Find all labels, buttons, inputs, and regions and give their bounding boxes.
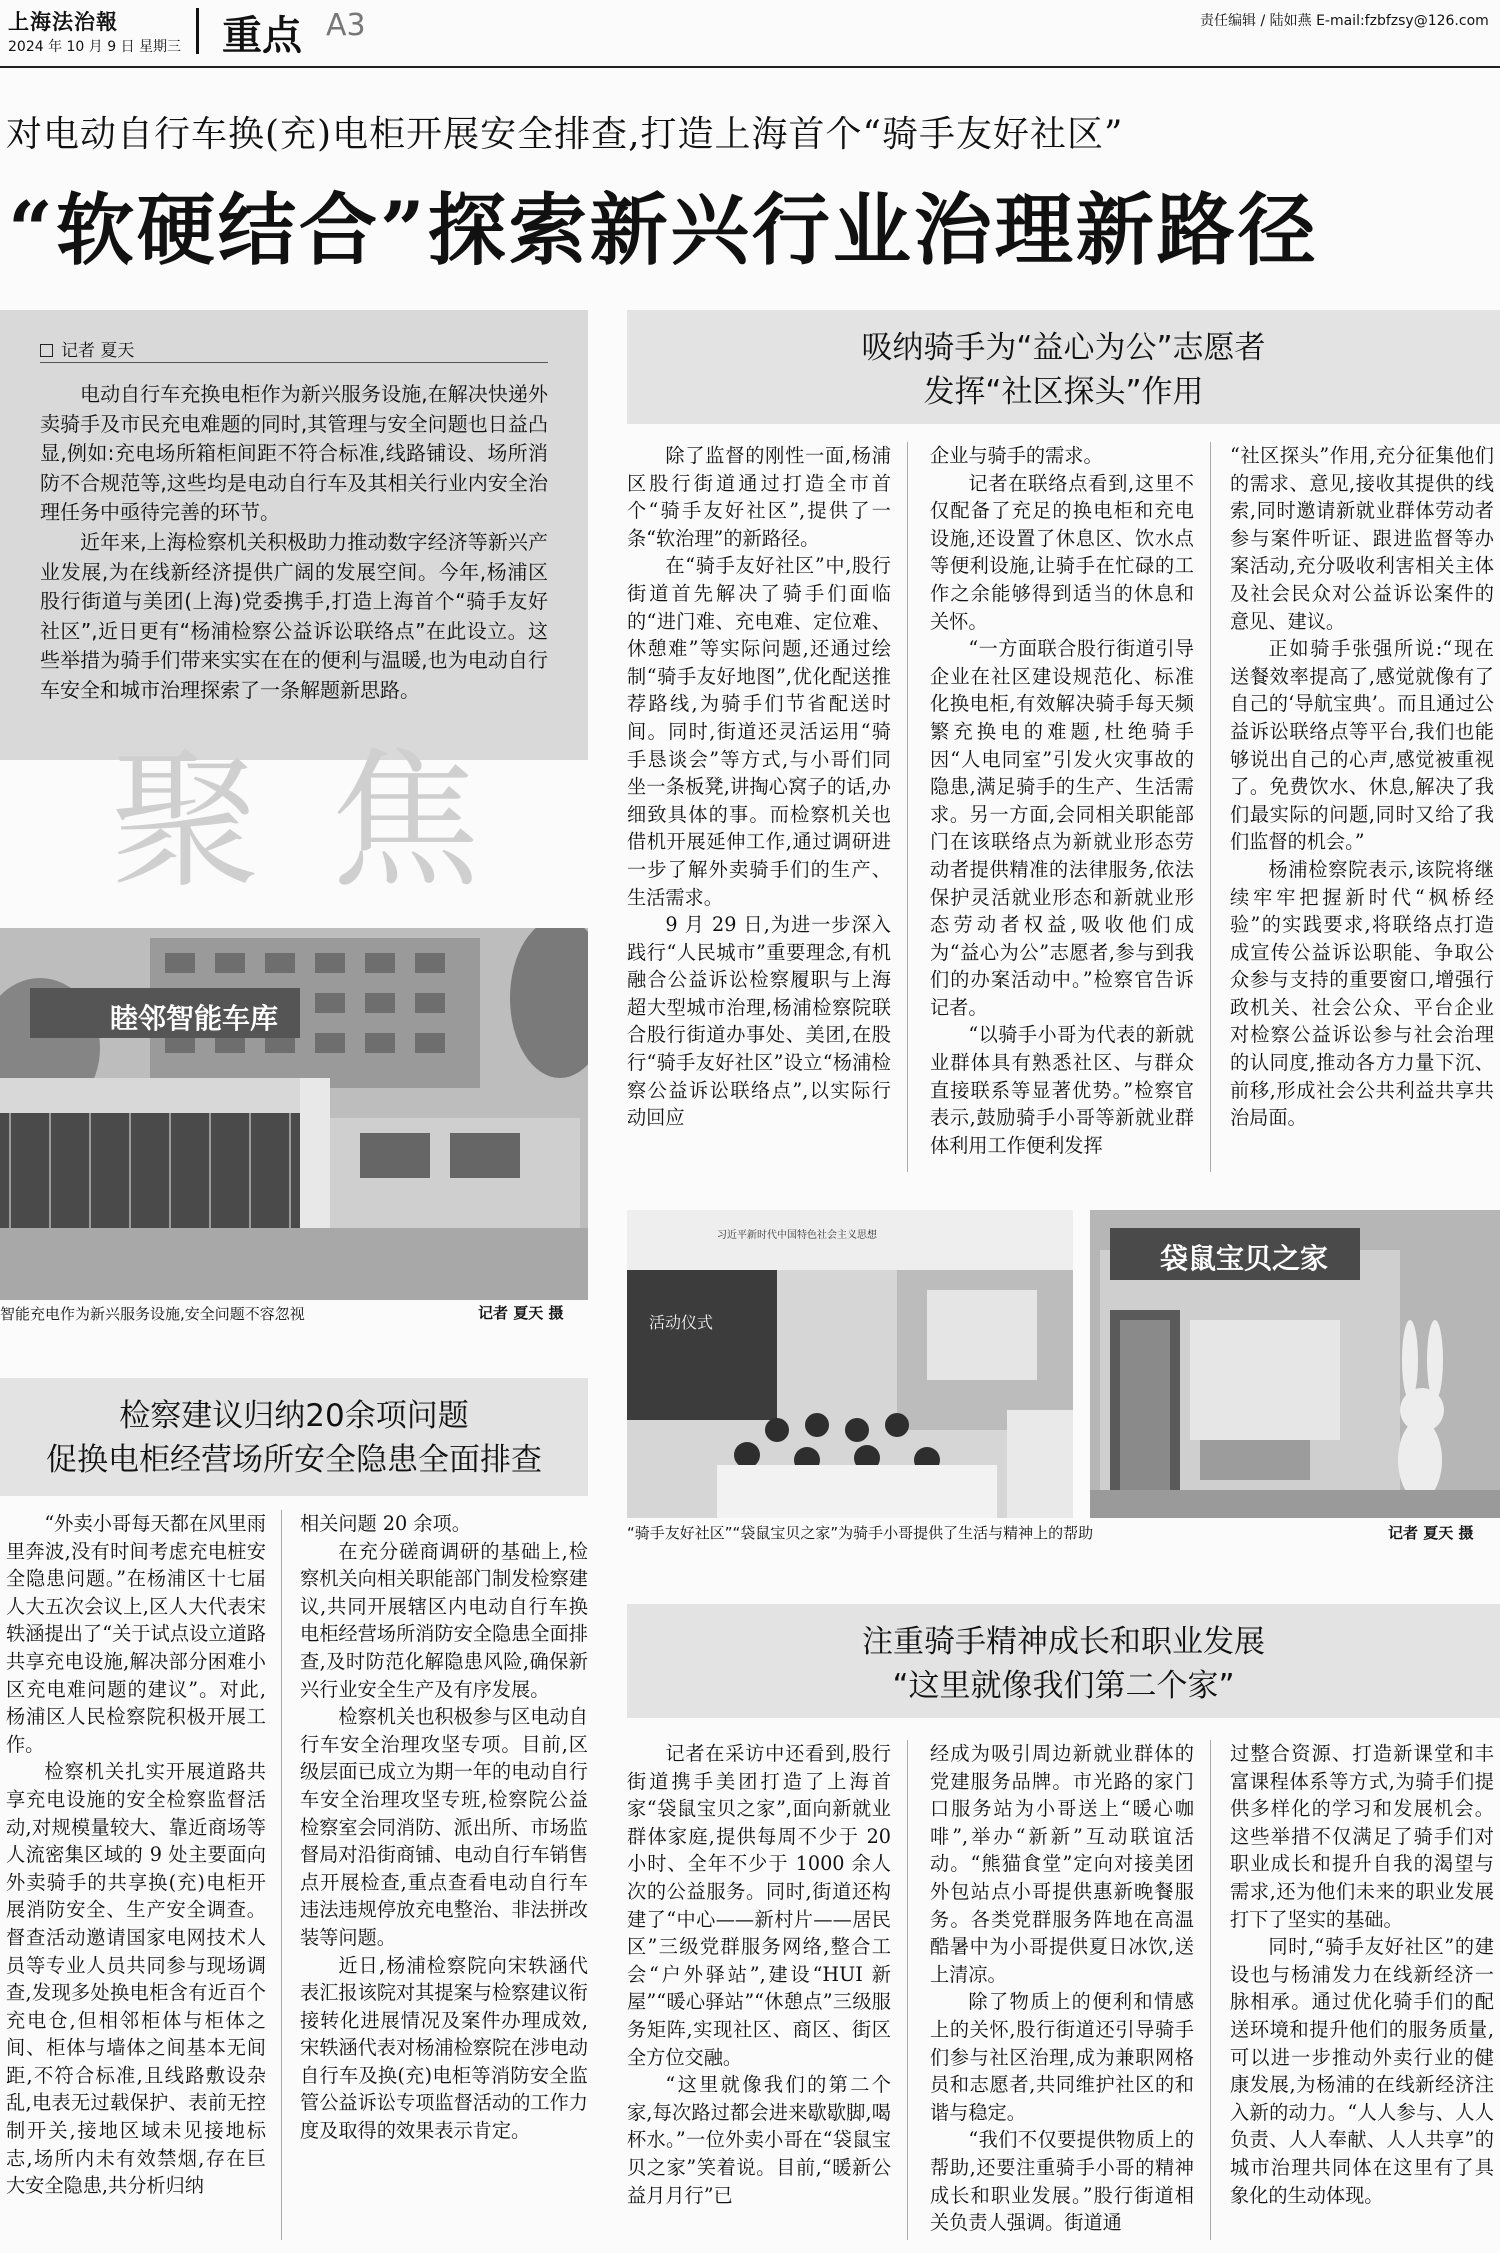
photo-event-room [627,1210,1073,1518]
paragraph: 检察机关扎实开展道路共享充电设施的安全检察监督活动,对规模量较大、靠近商场等人流密集区域的 9 处主要面向外卖骑手的共享换(充)电柜开展消防安全、生产安全调查。督查活动邀请国家电网技术人员等专业人员共同参与现场调查,发现多处换电柜含有近百个充电仓,但相邻柜体与柜体之间、柜体与墙体之间基本无间距,不符合标准,且线路敷设杂乱,电表无过载保护、表前无控制开关,接地区域未见接地标志,场所内未有效禁烟,存在巨大安全隐患,共分析归纳 [6,1760,266,2198]
section-top-right-heading [627,310,1500,424]
section-left-heading [0,1378,588,1496]
paragraph: 近日,杨浦检察院向宋轶涵代表汇报该院对其提案与检察建议衔接转化进展情况及案件办理成效,宋轶涵代表对杨浦检察院在涉电动自行车及换(充)电柜等消防安全监管公益诉讼专项监督活动的工作力度及取得的效果表示肯定。 [300,1953,588,2143]
photo-kangaroo-home [1090,1210,1500,1518]
section-top-right-col2 [930,442,1194,1159]
paragraph: “我们不仅要提供物质上的帮助,还要注重骑手小哥的精神成长和职业发展。”股行街道相关负责人强调。街道通 [930,2128,1194,2235]
column-rule [907,1740,908,2240]
event-board-text: 活动仪式 [649,1313,714,1332]
section-bottom-right-col2 [930,1740,1194,2237]
editor-info: 责任编辑 / 陆如燕 E-mail:fzbfzsy@126.com [1200,13,1489,29]
paragraph: 在充分磋商调研的基础上,检察机关向相关职能部门制发检察建议,共同开展辖区内电动自行车换电柜经营场所消防安全隐患全面排查,及时防范化解隐患风险,确保新兴行业安全生产及有序发展。 [300,1539,588,1701]
section-bottom-right-title-line2: “这里就像我们第二个家” [892,1668,1235,1704]
paragraph: 正如骑手张强所说:“现在送餐效率提高了,感觉就像有了自己的‘导航宝典’。而且通过公益诉讼联络点等平台,我们也能够说出自己的心声,感觉被重视了。免费饮水、休息,解决了我们最实际的问题,同时又给了我们监督的机会。” [1230,637,1494,854]
headline: “软硬结合”探索新兴行业治理新路径 [8,185,1319,276]
section-top-right-col1 [627,442,891,1132]
byline-rule [40,362,548,363]
paragraph: “以骑手小哥为代表的新就业群体具有熟悉社区、与群众直接联系等显著优势。”检察官表示,鼓励骑手小哥等新就业群体利用工作便利发挥 [930,1023,1194,1157]
photo2-caption: “骑手友好社区”“袋鼠宝贝之家”为骑手小哥提供了生活与精神上的帮助 [627,1524,1094,1542]
paragraph: 相关问题 20 余项。 [300,1512,471,1535]
kicker: 对电动自行车换(充)电柜开展安全排查,打造上海首个“骑手友好社区” [6,114,1124,155]
masthead-rule [0,66,1500,68]
paragraph: 除了监督的刚性一面,杨浦区股行街道通过打造全市首个“骑手友好社区”,提供了一条“软治理”的新路径。 [627,444,891,550]
paragraph: “社区探头”作用,充分征集他们的需求、意见,接收其提供的线索,同时邀请新就业群体劳动者参与案件听证、跟进监督等办案活动,充分吸收利害相关主体及社会民众对公益诉讼案件的意见、建议。 [1230,444,1494,633]
column-rule [907,442,908,1172]
lead-text [40,380,548,706]
paragraph: 检察机关也积极参与区电动自行车安全治理攻坚专项。目前,区级层面已成立为期一年的电动自行车安全治理攻坚专班,检察院公益检察室会同消防、派出所、市场监督局对沿街商铺、电动自行车销售点开展检查,重点查看电动自行车违法违规停放充电整治、非法拼改装等问题。 [300,1705,588,1949]
section-bottom-right-heading [627,1604,1500,1718]
column-rule [1210,1740,1211,2240]
photo1-caption: 智能充电作为新兴服务设施,安全问题不容忽视 [0,1305,305,1323]
paragraph: 记者在采访中还看到,股行街道携手美团打造了上海首家“袋鼠宝贝之家”,面向新就业群体家庭,提供每周不少于 20 小时、全年不少于 1000 余人次的公益服务。同时,街道还构建了“中心——新村片——居民区”三级党群服务网络,整合工会“户外驿站”,建设“HUI 新屋”“暖心驿站”“休憩点”三级服务矩阵,实现社区、商区、街区全方位交融。 [627,1742,891,2069]
kangaroo-sign: 袋鼠宝贝之家 [1160,1242,1329,1275]
paragraph: 9 月 29 日,为进一步深入践行“人民城市”重要理念,有机融合公益诉讼检察履职与上海超大型城市治理,杨浦检察院联合股行街道办事处、美团,在股行“骑手友好社区”设立“杨浦检察公益诉讼联络点”,以实际行动回应 [627,913,891,1130]
paragraph: 除了物质上的便利和情感上的关怀,股行街道还引导骑手们参与社区治理,成为兼职网格员和志愿者,共同维护社区的和谐与稳定。 [930,1990,1194,2124]
column-rule [1210,442,1211,1172]
section-bottom-right-title-line1: 注重骑手精神成长和职业发展 [862,1624,1265,1660]
section-top-right-col3 [1230,442,1494,1132]
byline [40,336,134,361]
section-left-col1 [6,1510,266,2200]
paragraph: “一方面联合股行街道引导企业在社区建设规范化、标准化换电柜,有效解决骑手每天频繁充换电的难题,杜绝骑手因“人电同室”引发火灾事故的隐患,满足骑手的生产、生活需求。另一方面,会同相关职能部门在该联络点为新就业形态劳动者提供精准的法律服务,依法保护灵活就业形态和新就业形态劳动者权益,吸收他们成为“益心为公”志愿者,参与到我们的办案活动中。”检察官告诉记者。 [930,637,1194,1019]
paragraph: 经成为吸引周边新就业群体的党建服务品牌。市光路的家门口服务站为小哥送上“暖心咖啡”,举办“新新”互动联谊活动。“熊猫食堂”定向对接美团外包站点小哥提供惠新晚餐服务。各类党群服务阵地在高温酷暑中为小哥提供夏日冰饮,送上清凉。 [930,1742,1194,1986]
section-bottom-right-col3 [1230,1740,1494,2209]
garage-sign: 睦邻智能车库 [110,1002,279,1035]
photo2-credit: 记者 夏天 摄 [1388,1524,1474,1542]
newspaper-logo: 上海法治報 [8,9,118,34]
paragraph: 同时,“骑手友好社区”的建设也与杨浦发力在线新经济一脉相承。通过优化骑手们的配送环境和提升他们的服务质量,可以进一步推动外卖行业的健康发展,为杨浦的在线新经济注入新的动力。“人人参与、人人负责、人人奉献、人人共享”的城市治理共同体在这里有了具象化的生动体现。 [1230,1935,1494,2207]
paragraph: “这里就像我们的第二个家,每次路过都会进来歇歇脚,喝杯水。”一位外卖小哥在“袋鼠宝贝之家”笑着说。目前,“暖新公益月月行”已 [627,2073,891,2207]
paragraph: 企业与骑手的需求。 [930,444,1103,467]
event-banner-text: 习近平新时代中国特色社会主义思想 [717,1230,877,1241]
column-rule [281,1510,282,2240]
garage-photo-illustration [0,928,588,1300]
photo-smart-garage [0,928,588,1300]
section-name: 重点 [222,12,302,59]
paragraph: 在“骑手友好社区”中,股行街道首先解决了骑手们面临的“进门难、充电难、定位难、休憩难”等实际问题,还通过绘制“骑手友好地图”,优化配送推荐路线,为骑手们节省配送时间。同时,街道还灵活运用“骑手恳谈会”等方式,与小哥们同坐一条板凳,讲掏心窝子的话,办细致具体的事。而检察机关也借机开展延伸工作,通过调研进一步了解外卖骑手们的生产、生活需求。 [627,554,891,909]
paragraph: 杨浦检察院表示,该院将继续牢牢把握新时代“枫桥经验”的实践要求,将联络点打造成宣传公益诉讼职能、争取公众参与支持的重要窗口,增强行政机关、社会公众、平台企业对检察公益诉讼参与社会治理的认同度,推动各方力量下沉、前移,形成社会公共利益共享共治局面。 [1230,857,1494,1130]
section-left-col2 [300,1510,588,2145]
section-bottom-right-col1 [627,1740,891,2209]
paragraph: “外卖小哥每天都在风里雨里奔波,没有时间考虑充电桩安全隐患问题。”在杨浦区十七届人大五次会议上,区人大代表宋轶涵提出了“关于试点设立道路共享充电设施,解决部分困难小区充电难问题的建议”。对此,杨浦区人民检察院积极开展工作。 [6,1512,266,1756]
photo1-credit: 记者 夏天 摄 [478,1304,564,1322]
issue-date: 2024 年 10 月 9 日 星期三 [8,39,182,55]
section-left-title-line1: 检察建议归纳20余项问题 [119,1398,469,1434]
focus-deco-text: 聚焦 [110,735,551,909]
lead-paragraph: 电动自行车充换电柜作为新兴服务设施,在解决快递外卖骑手及市民充电难题的同时,其管理与安全问题也日益凸显,例如:充电场所箱柜间距不符合标准,线路铺设、场所消防不合规范等,这些均是电动自行车及其相关行业内安全治理任务中亟待完善的环节。 [40,382,548,525]
paragraph: 记者在联络点看到,这里不仅配备了充足的换电柜和充电设施,还设置了休息区、饮水点等便利设施,让骑手在忙碌的工作之余能够得到适当的休息和关怀。 [930,471,1194,633]
square-icon [40,344,53,357]
byline-text: 记者 夏天 [61,341,135,361]
section-top-right-title-line1: 吸纳骑手为“益心为公”志愿者 [861,330,1266,366]
section-left-title-line2: 促换电柜经营场所安全隐患全面排查 [46,1442,542,1478]
paragraph: 过整合资源、打造新课堂和丰富课程体系等方式,为骑手们提供多样化的学习和发展机会。这些举措不仅满足了骑手们对职业成长和提升自我的渴望与需求,还为他们未来的职业发展打下了坚实的基础。 [1230,1742,1494,1931]
event-photo-illustration [627,1210,1073,1518]
page-number: A3 [326,8,366,43]
section-top-right-title-line2: 发挥“社区探头”作用 [923,374,1204,410]
lead-paragraph: 近年来,上海检察机关积极助力推动数字经济等新兴产业发展,为在线新经济提供广阔的发展空间。今年,杨浦区股行街道与美团(上海)党委携手,打造上海首个“骑手友好社区”,近日更有“杨浦检察公益诉讼联络点”在此设立。这些举措为骑手们带来实实在在的便利与温暖,也为电动自行车安全和城市治理探索了一条解题新思路。 [40,529,548,702]
masthead-divider [196,8,199,54]
